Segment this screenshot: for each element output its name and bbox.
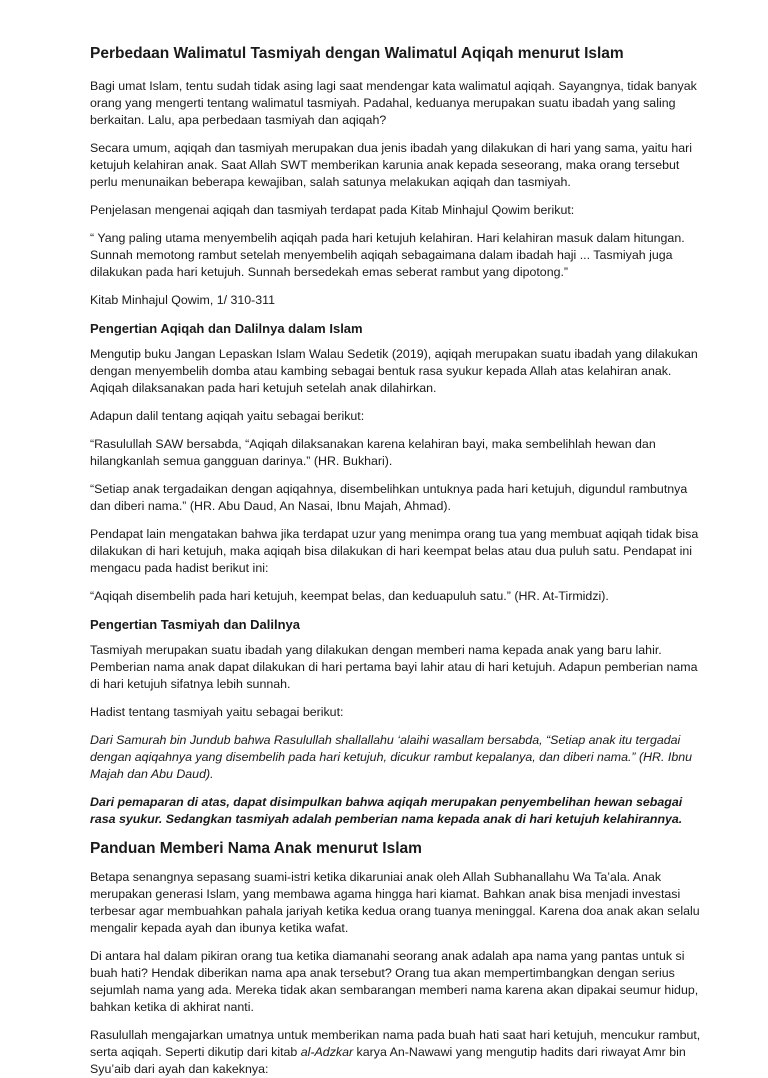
tasmiyah-paragraph-2: Hadist tentang tasmiyah yaitu sebagai berikut: — [90, 705, 344, 719]
book-title-al-adzkar: al-Adzkar — [300, 1045, 354, 1059]
panduan-paragraph-1: Betapa senangnya sepasang suami-istri ketika dikaruniai anak oleh Allah Subhanallahu Wa Ta’ala. Anak merupakan generasi Islam, yang membawa agama hingga hari kiamat. Bahkan anak bisa menjadi investasi terbesar agar membuahkan pahala jariyah ketika kedua orang tuanya meninggal. Karena doa anak akan selalu mengalir kepada ayah dan ibunya ketika wafat. — [90, 870, 700, 935]
page-title: Perbedaan Walimatul Tasmiyah dengan Walimatul Aqiqah menurut Islam — [90, 45, 624, 62]
tasmiyah-hadith: Dari Samurah bin Jundub bahwa Rasulullah shallallahu ‘alaihi wasallam bersabda, “Setiap anak itu tergadai dengan aqiqahnya yang disembelih pada hari ketujuh, dicukur rambut kepalanya, dan diberi nama.” (HR. Ibnu Majah dan Abu Daud). — [90, 733, 693, 781]
aqiqah-paragraph-1: Mengutip buku Jangan Lepaskan Islam Walau Sedetik (2019), aqiqah merupakan suatu ibadah yang dilakukan dengan menyembelih domba atau kambing sebagai bentuk rasa syukur kepada Allah atas kelahiran anak. Aqiqah dilaksanakan pada hari ketujuh setelah anak dilahirkan. — [90, 347, 698, 395]
intro-paragraph-3: Penjelasan mengenai aqiqah dan tasmiyah terdapat pada Kitab Minhajul Qowim berikut: — [90, 203, 575, 217]
aqiqah-paragraph-2: Adapun dalil tentang aqiqah yaitu sebagai berikut: — [90, 409, 365, 423]
aqiqah-hadith-3: “Aqiqah disembelih pada hari ketujuh, keempat belas, dan keduapuluh satu.” (HR. At-Tirmidzi). — [90, 589, 609, 603]
intro-paragraph-2: Secara umum, aqiqah dan tasmiyah merupakan dua jenis ibadah yang dilakukan di hari yang sama, yaitu hari ketujuh kelahiran anak. Saat Allah SWT memberikan karunia anak kepada seseorang, maka orang tersebut perlu menunaikan beberapa kewajiban, salah satunya melakukan aqiqah dan tasmiyah. — [90, 141, 692, 189]
kitab-citation: Kitab Minhajul Qowim, 1/ 310-311 — [90, 293, 276, 307]
panduan-p3-text-a: Rasulullah mengajarkan umatnya untuk memberikan nama pada buah hati saat hari ketujuh, mencukur rambut, serta aqiqah. Seperti dikutip dari kitab — [90, 1028, 701, 1059]
tasmiyah-paragraph-1: Tasmiyah merupakan suatu ibadah yang dilakukan dengan memberi nama kepada anak yang baru lahir. Pemberian nama anak dapat dilakukan di hari pertama bayi lahir atau di hari ketujuh. Adapun pemberian nama di hari ketujuh sifatnya lebih sunnah. — [90, 643, 698, 691]
panduan-p3-text-b: karya An-Nawawi yang mengutip hadits dari riwayat Amr bin Syu’aib dari ayah dan kakeknya: — [90, 1045, 686, 1076]
aqiqah-heading: Pengertian Aqiqah dan Dalilnya dalam Islam — [90, 321, 363, 336]
panduan-paragraph-2: Di antara hal dalam pikiran orang tua ketika diamanahi seorang anak adalah apa nama yang pantas untuk si buah hati? Hendak diberikan nama apa anak tersebut? Orang tua akan mempertimbangkan dengan serius sejumlah nama yang ada. Mereka tidak akan sembarangan memberi nama karena akan dipakai seumur hidup, bahkan ketika di akhirat nanti. — [90, 949, 699, 1014]
aqiqah-paragraph-5: Pendapat lain mengatakan bahwa jika terdapat uzur yang menimpa orang tua yang membuat aqiqah tidak bisa dilakukan di hari ketujuh, maka aqiqah bisa dilakukan di hari keempat belas atau dua puluh satu. Pendapat ini mengacu pada hadist berikut ini: — [90, 527, 699, 575]
tasmiyah-heading: Pengertian Tasmiyah dan Dalilnya — [90, 617, 300, 632]
kitab-quote: “ Yang paling utama menyembelih aqiqah pada hari ketujuh kelahiran. Hari kelahiran masuk dalam hitungan. Sunnah memotong rambut setelah menyembelih aqiqah sebagaimana dalam ibadah haji ... Tasmiyah juga dilakukan pada hari ketujuh. Sunnah bersedekah emas seberat rambut yang dipotong.” — [90, 231, 685, 279]
panduan-paragraph-3 — [90, 1027, 708, 1078]
aqiqah-hadith-1: “Rasulullah SAW bersabda, “Aqiqah dilaksanakan karena kelahiran bayi, maka sembelihlah hewan dan hilangkanlah semua gangguan darinya.” (HR. Bukhari). — [90, 437, 656, 468]
intro-paragraph-1: Bagi umat Islam, tentu sudah tidak asing lagi saat mendengar kata walimatul aqiqah. Sayangnya, tidak banyak orang yang mengerti tentang walimatul tasmiyah. Padahal, keduanya merupakan suatu ibadah yang saling berkaitan. Lalu, apa perbedaan tasmiyah dan aqiqah? — [90, 79, 697, 127]
aqiqah-hadith-2: “Setiap anak tergadaikan dengan aqiqahnya, disembelihkan untuknya pada hari ketujuh, digundul rambutnya dan diberi nama.” (HR. Abu Daud, An Nasai, Ibnu Majah, Ahmad). — [90, 482, 688, 513]
panduan-heading: Panduan Memberi Nama Anak menurut Islam — [90, 840, 422, 857]
tasmiyah-conclusion: Dari pemaparan di atas, dapat disimpulkan bahwa aqiqah merupakan penyembelihan hewan sebagai rasa syukur. Sedangkan tasmiyah adalah pemberian nama kepada anak di hari ketujuh kelahirannya. — [90, 795, 683, 826]
